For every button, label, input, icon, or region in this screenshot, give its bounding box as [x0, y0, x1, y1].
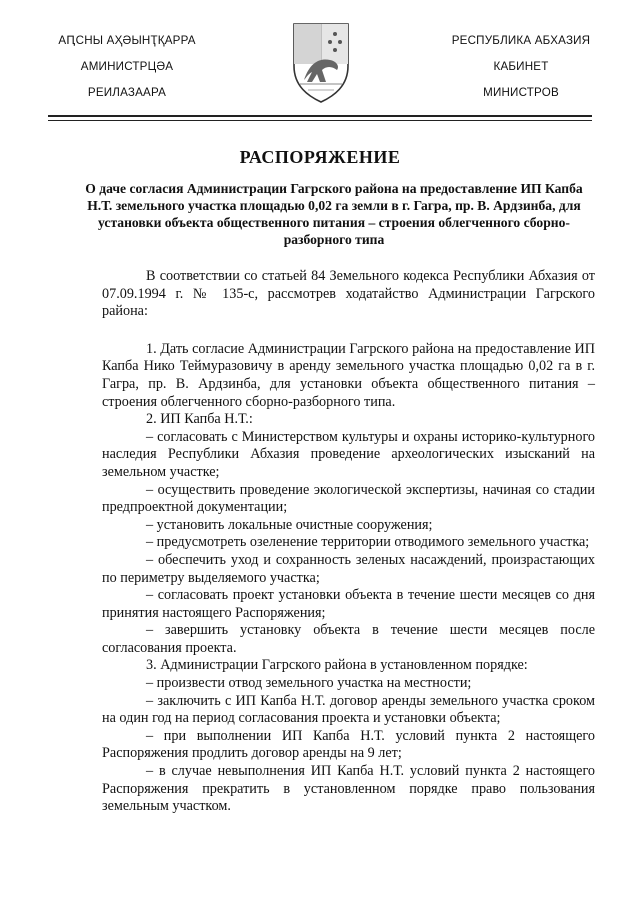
- header-left-block: [52, 28, 202, 106]
- header-right-line-3: МИНИСТРОВ: [483, 86, 559, 99]
- item-2-bullet-1: – согласовать с Министерством культуры и охраны историко-культурного наследия Республики Абхазия проведение археологических изысканий на земельном участке;: [102, 428, 595, 480]
- item-2-bullet-5: – обеспечить уход и сохранность зеленых насаждений, произрастающих по периметру выделяемого участка;: [102, 551, 595, 586]
- item-3-bullet-3: – при выполнении ИП Капба Н.Т. условий пункта 2 настоящего Распоряжения продлить договор аренды на 9 лет;: [102, 727, 595, 762]
- header-left-line-2: АМИНИСТРЦӘА: [80, 60, 174, 73]
- header-right-line-2: КАБИНЕТ: [493, 60, 549, 73]
- header-left-line-3: РЕИЛАЗААРА: [87, 86, 167, 99]
- header-divider-thin: [48, 120, 592, 121]
- item-3-bullet-1: – произвести отвод земельного участка на местности;: [146, 675, 472, 692]
- item-2-bullet-4: – предусмотреть озеленение территории отводимого земельного участка;: [146, 534, 590, 551]
- header-right-line-1: РЕСПУБЛИКА АБХАЗИЯ: [451, 34, 591, 47]
- item-2-heading: 2. ИП Капба Н.Т.:: [146, 411, 253, 428]
- header-left-line-1: АԤСНЫ АҲӘЫНҬҚАРРА: [58, 34, 196, 47]
- header-divider-thick: [48, 115, 592, 117]
- item-2-bullet-6: – согласовать проект установки объекта в течение шести месяцев со дня принятия настоящего Распоряжения;: [102, 587, 595, 621]
- header-right-block: [446, 28, 596, 106]
- item-1: 1. Дать согласие Администрации Гагрского района на предоставление ИП Капба Нико Теймуразовичу в аренду земельного участка площадью 0,02 га в г. Гагра, пр. В. Ардзинба, для установки объекта общественного питания – строения облегченного сборно-разборного типа.: [102, 340, 595, 410]
- preamble-paragraph: В соответствии со статьей 84 Земельного кодекса Республики Абхазия от 07.09.1994 г. № 135-с, рассмотрев ходатайство Администрации Гагрского района:: [102, 268, 595, 320]
- item-3-heading: 3. Администрации Гагрского района в установленном порядке:: [146, 657, 528, 674]
- item-3-bullet-4: – в случае невыполнения ИП Капба Н.Т. условий пункта 2 настоящего Распоряжения прекратить в установленном порядке право пользования земельным участком.: [102, 763, 595, 815]
- item-2-bullet-2: – осуществить проведение экологической экспертизы, начиная со стадии предпроектной документации;: [102, 481, 595, 516]
- document-subject: О даче согласия Администрации Гагрского района на предоставление ИП Капба Н.Т. земельного участка площадью 0,02 га земли в г. Гагра, пр. В. Ардзинба, для установки объекта общественного питания – строения облегченного сборно-разборного типа: [85, 181, 583, 247]
- item-2-bullet-3: – установить локальные очистные сооружения;: [146, 516, 433, 533]
- coat-of-arms-emblem-icon: [290, 20, 352, 104]
- document-title: РАСПОРЯЖЕНИЕ: [239, 147, 401, 167]
- item-2-bullet-7: – завершить установку объекта в течение шести месяцев после согласования проекта.: [102, 622, 595, 656]
- item-3-bullet-2: – заключить с ИП Капба Н.Т. договор аренды земельного участка сроком на один год на период согласования проекта и установки объекта;: [102, 692, 595, 727]
- document-body: [102, 268, 595, 816]
